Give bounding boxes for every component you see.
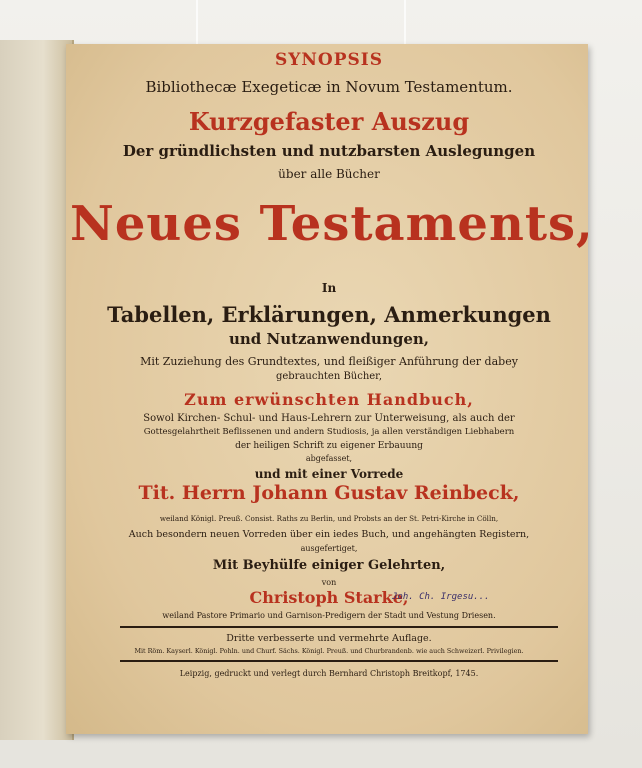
line-in: In <box>321 281 337 295</box>
latin-subtitle: Bibliothecæ Exegeticæ in Novum Testamentum. <box>145 78 513 96</box>
line-ausgefertiget: ausgefertiget, <box>300 544 358 553</box>
line-nutzanwendungen: und Nutzanwendungen, <box>228 330 430 348</box>
line-kirchen-schul: Sowol Kirchen- Schul- und Haus-Lehrern zur Unterweisung, als auch der <box>143 413 515 424</box>
line-handbuch: Zum erwünschten Handbuch, <box>184 390 474 409</box>
line-vorreden-registern: Auch besondern neuen Vorreden über ein iedes Buch, und angehängten Registern, <box>128 529 530 540</box>
line-grundtextes: Mit Zuziehung des Grundtextes, und fleißiger Anführung der dabey <box>140 355 518 368</box>
line-heiligen-schrift: der heiligen Schrift zu eigener Erbauung <box>235 441 423 451</box>
divider-rule <box>120 660 558 662</box>
line-von: von <box>321 578 337 587</box>
line-gottesgelahrtheit: Gottesgelahrtheit Beflissenen und andern Studiosis, ja allen verständigen Liebhabern <box>143 427 515 437</box>
line-privilegien: Mit Röm. Kayserl. Königl. Pohln. und Churf. Sächs. Königl. Preuß. und Churbrandenb. wie auch Schweizerl. Privilegien. <box>134 647 524 655</box>
line-consist-raths: weiland Königl. Preuß. Consist. Raths zu Berlin, und Probsts an der St. Petri-Kirche in Cölln, <box>159 514 499 523</box>
handwritten-signature: Joh. Ch. Irgesu... <box>392 592 490 602</box>
line-dritte-auflage: Dritte verbesserte und vermehrte Auflage. <box>226 633 432 644</box>
line-vorrede: und mit einer Vorrede <box>254 467 404 481</box>
heading-kurzgefaster-auszug: Kurzgefaster Auszug <box>188 107 470 136</box>
main-title-neues-testaments: Neues Testaments, <box>70 196 594 252</box>
line-pastore-primario: weiland Pastore Primario und Garnison-Predigern der Stadt und Vestung Driesen. <box>162 611 496 620</box>
line-christoph-starke: Christoph Starke, <box>249 588 409 607</box>
line-reinbeck: Tit. Herrn Johann Gustav Reinbeck, <box>138 482 520 504</box>
line-abgefasset: abgefasset, <box>305 454 353 463</box>
line-tabellen: Tabellen, Erklärungen, Anmerkungen <box>107 302 551 327</box>
line-ueber-alle-buecher: über alle Bücher <box>278 167 380 181</box>
line-beyhuelfe: Mit Beyhülfe einiger Gelehrten, <box>212 558 446 573</box>
book-binding <box>0 40 74 740</box>
divider-rule <box>120 626 558 628</box>
line-gruendlichsten: Der gründlichsten und nutzbarsten Auslegungen <box>122 142 536 160</box>
title-synopsis: SYNOPSIS <box>274 50 384 70</box>
line-imprint: Leipzig, gedruckt und verlegt durch Bernhard Christoph Breitkopf, 1745. <box>179 669 479 678</box>
line-gebrauchten-buecher: gebrauchten Bücher, <box>275 371 383 382</box>
